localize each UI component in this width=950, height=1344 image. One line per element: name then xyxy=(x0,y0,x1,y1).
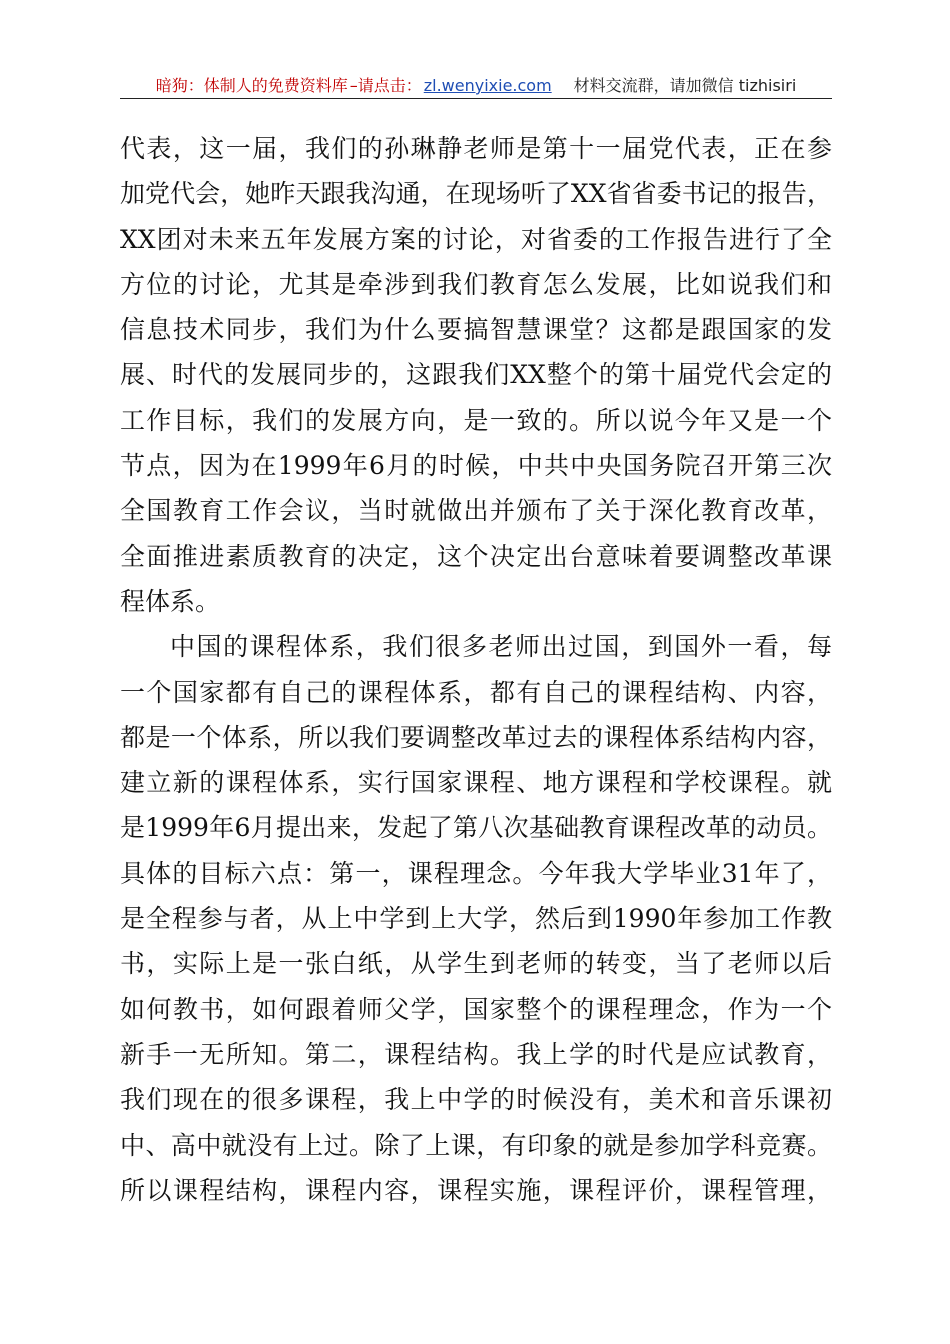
text-line: 方位的讨论，尤其是牵涉到我们教育怎么发展，比如说我们和 xyxy=(120,269,832,299)
text-line: 建立新的课程体系，实行国家课程、地方课程和学校课程。就 xyxy=(120,768,832,798)
header-divider xyxy=(120,98,832,99)
page-header xyxy=(120,66,832,96)
text-line: 程体系。 xyxy=(120,586,221,616)
text-line: 信息技术同步，我们为什么要搞智慧课堂？这都是跟国家的发 xyxy=(120,315,832,345)
text-line: 中、高中就没有上过。除了上课，有印象的就是参加学科竞赛。 xyxy=(120,1130,832,1160)
text-line: 节点，因为在1999年6月的时候，中共中央国务院召开第三次 xyxy=(120,451,832,481)
text-line: 全面推进素质教育的决定，这个决定出台意味着要调整改革课 xyxy=(120,541,832,571)
header-note: 材料交流群，请加微信 tizhisiri xyxy=(573,76,797,95)
text-line: 展、时代的发展同步的，这跟我们XX整个的第十届党代会定的 xyxy=(120,360,832,390)
paragraph-start-line: 中国的课程体系，我们很多老师出过国，到国外一看，每 xyxy=(170,632,832,662)
text-line: 具体的目标六点：第一，课程理念。今年我大学毕业31年了， xyxy=(120,858,832,888)
text-line: 如何教书，如何跟着师父学，国家整个的课程理念，作为一个 xyxy=(120,994,832,1024)
text-line: 是全程参与者，从上中学到上大学，然后到1990年参加工作教 xyxy=(120,904,832,934)
text-line: 都是一个体系，所以我们要调整改革过去的课程体系结构内容， xyxy=(120,722,832,752)
text-line: 代表，这一届，我们的孙琳静老师是第十一届党代表，正在参 xyxy=(120,134,832,163)
text-line: 新手一无所知。第二，课程结构。我上学的时代是应试教育， xyxy=(120,1039,832,1069)
document-body xyxy=(120,126,832,1213)
text-line: XX团对未来五年发展方案的讨论，对省委的工作报告进行了全 xyxy=(120,224,832,254)
text-line: 加党代会，她昨天跟我沟通，在现场听了XX省省委书记的报告， xyxy=(120,179,832,209)
text-line: 一个国家都有自己的课程体系，都有自己的课程结构、内容， xyxy=(120,677,832,707)
text-line: 我们现在的很多课程，我上中学的时候没有，美术和音乐课初 xyxy=(120,1085,832,1115)
text-line: 全国教育工作会议，当时就做出并颁布了关于深化教育改革， xyxy=(120,496,832,526)
text-line: 所以课程结构，课程内容，课程实施，课程评价，课程管理， xyxy=(120,1175,832,1205)
header-brand: 暗狗：体制人的免费资料库 xyxy=(155,76,348,95)
text-line: 工作目标，我们的发展方向，是一致的。所以说今年又是一个 xyxy=(120,405,832,435)
header-link[interactable]: zl.wenyixie.com xyxy=(423,76,552,95)
text-line: 书，实际上是一张白纸，从学生到老师的转变，当了老师以后 xyxy=(120,949,832,979)
text-line: 是1999年6月提出来，发起了第八次基础教育课程改革的动员。 xyxy=(120,813,832,843)
header-prompt: –请点击： xyxy=(349,76,422,95)
